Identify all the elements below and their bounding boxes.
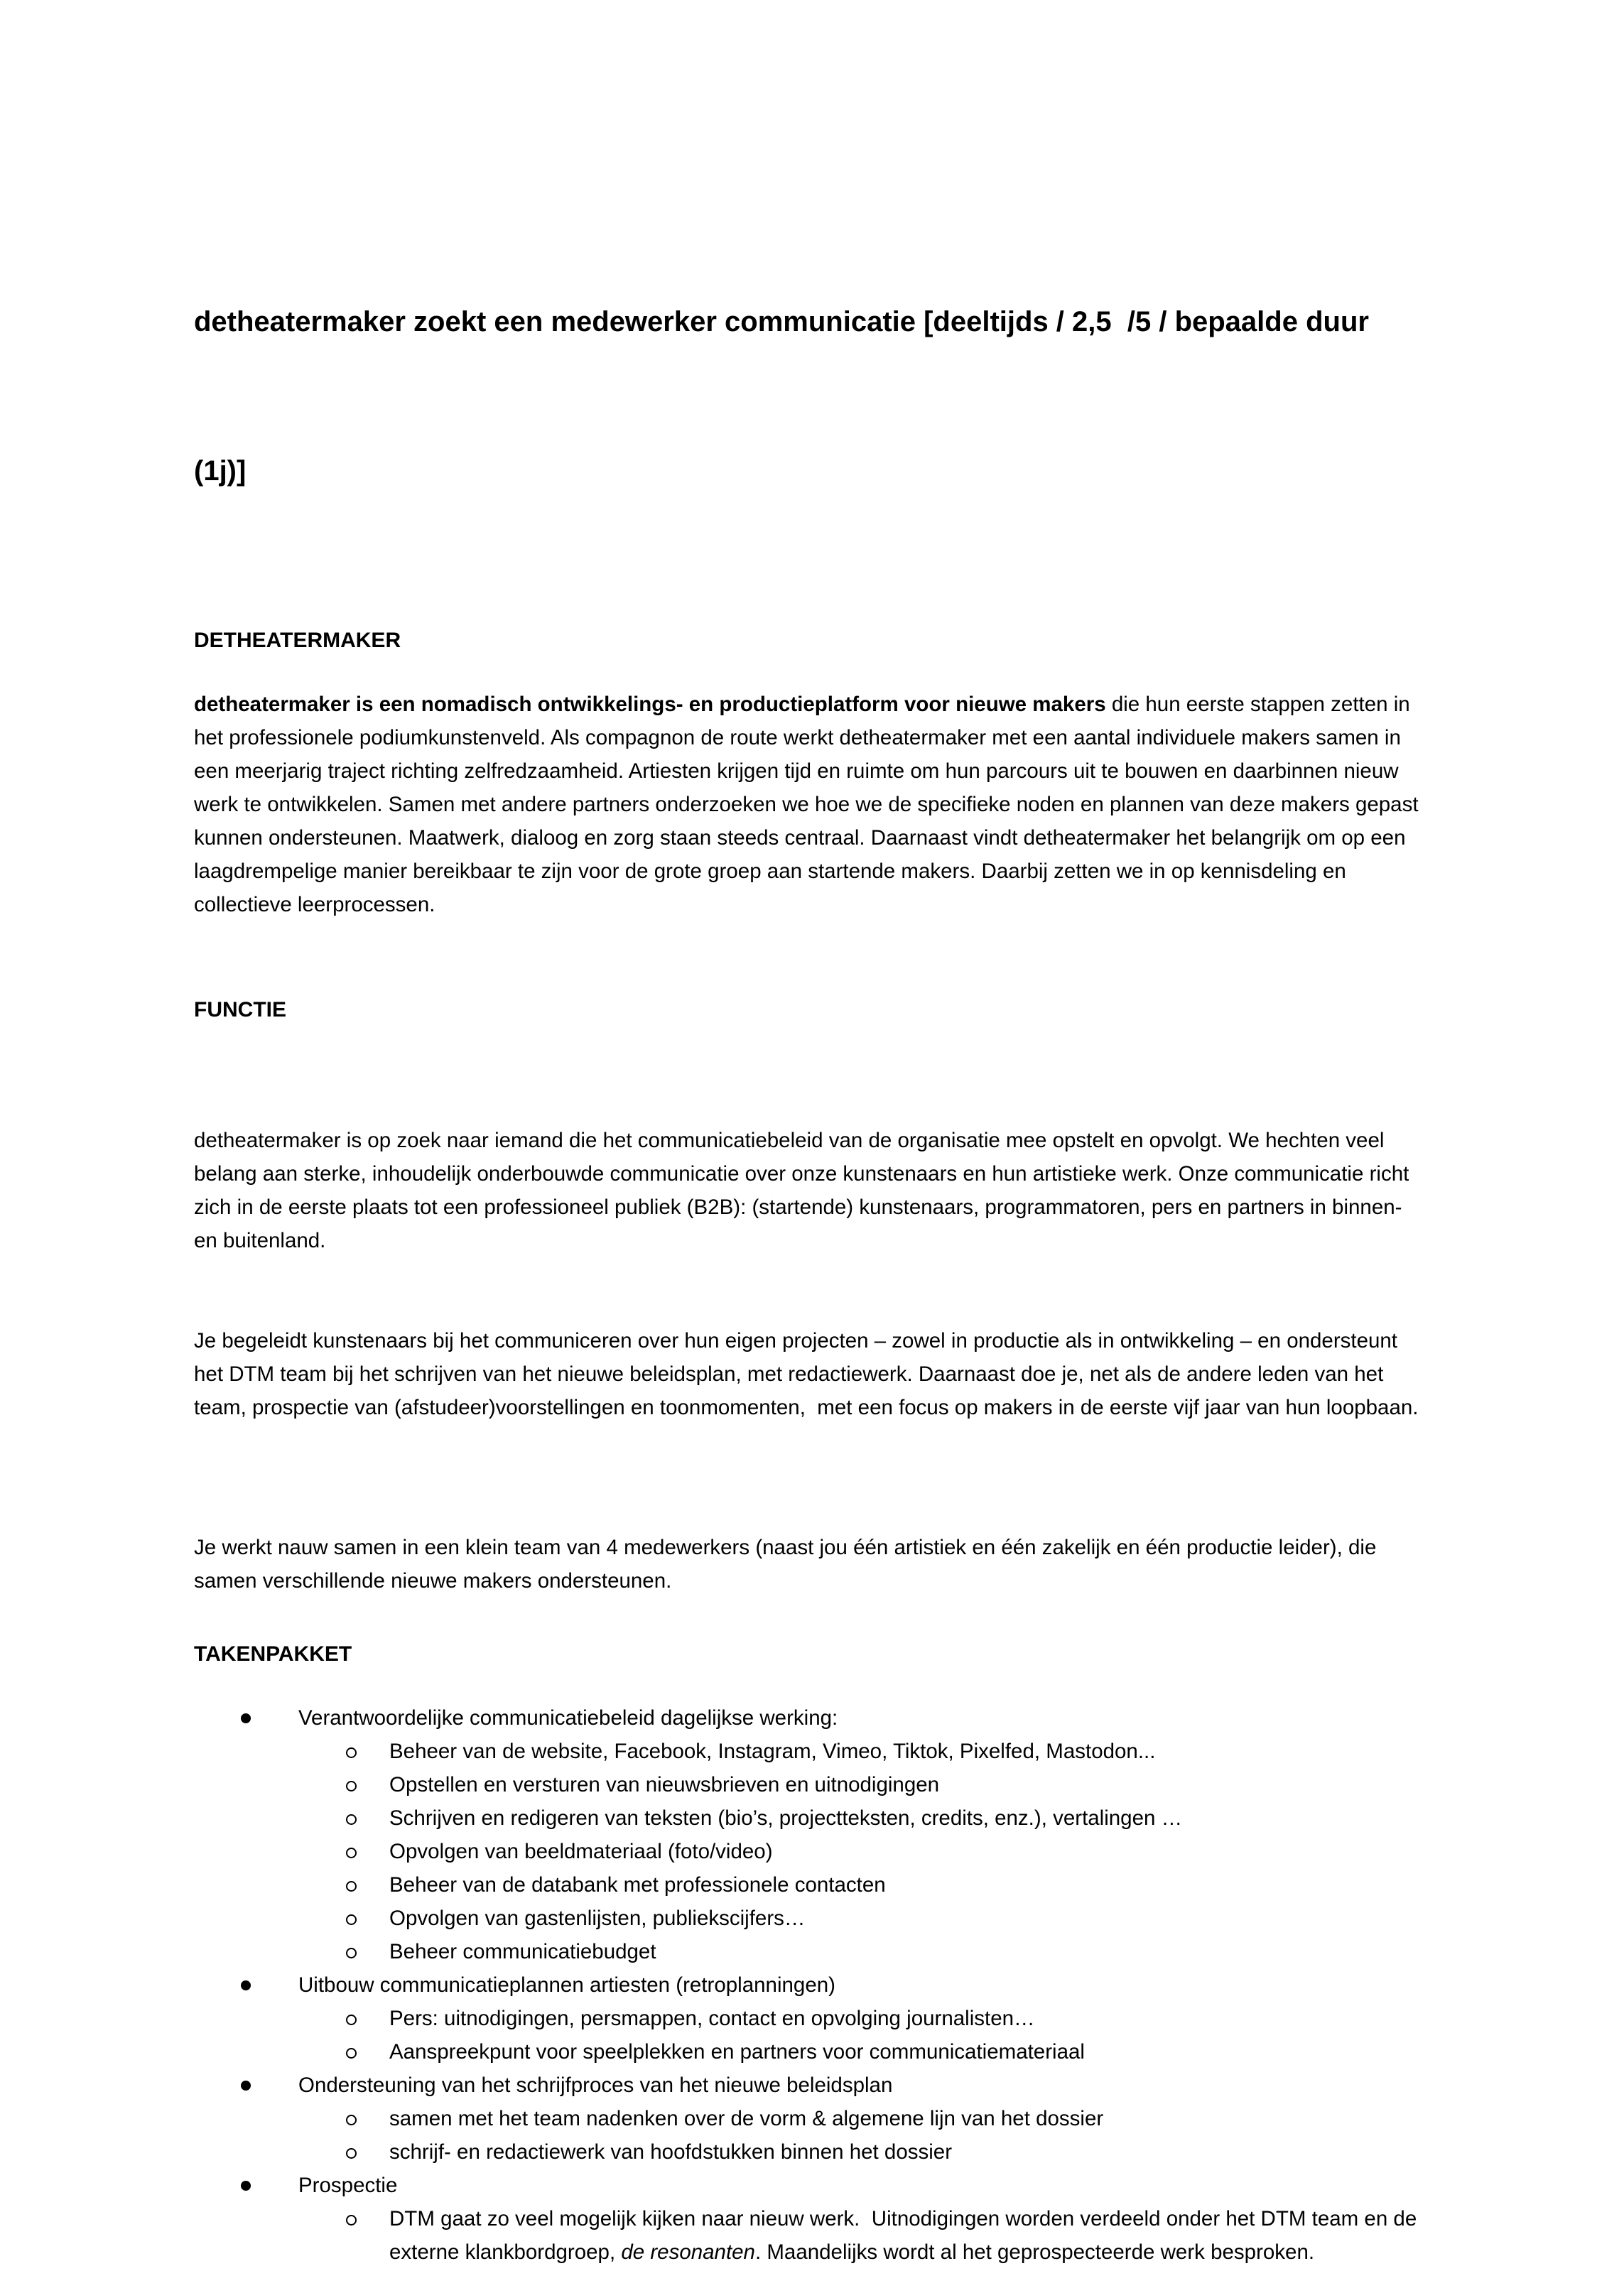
task-item-text: Beheer van de website, Facebook, Instagram, Vimeo, Tiktok, Pixelfed, Mastodon... [389,1740,1156,1763]
bullet-circle-icon [346,2115,357,2125]
task-item-text: Schrijven en redigeren van teksten (bio’s, projectteksten, credits, enz.), vertalingen … [389,1806,1183,1830]
task-item-text: Beheer communicatiebudget [389,1940,656,1963]
bullet-circle-icon [346,1914,357,1925]
task-item-level2 [194,1902,1430,1935]
bullet-circle-icon [346,1881,357,1892]
task-item-level1 [194,1968,1430,2002]
task-item-text: samen met het team nadenken over de vorm & algemene lijn van het dossier [389,2107,1104,2130]
task-item-level2 [194,2035,1430,2069]
bullet-disc-icon [241,1980,251,1990]
task-item-text: Ondersteuning van het schrijfproces van het nieuwe beleidsplan [298,2074,893,2097]
bullet-circle-icon [346,1848,357,1858]
section-heading-functie: FUNCTIE [194,998,286,1021]
task-item-level2 [194,2102,1430,2135]
task-item-text: Opvolgen van beeldmateriaal (foto/video) [389,1840,773,1863]
task-item-level2 [194,2002,1430,2035]
task-item-text: Verantwoordelijke communicatiebeleid dagelijkse werking: [298,1706,838,1730]
bullet-disc-icon [241,1713,251,1723]
task-item-level2 [194,2202,1430,2269]
task-item-text: Aanspreekpunt voor speelplekken en partners voor communicatiemateriaal [389,2040,1085,2064]
job-title [194,197,1430,595]
section-heading-detheatermaker: DETHEATERMAKER [194,629,401,652]
functie-paragraph-1b: Je begeleidt kunstenaars bij het communiceren over hun eigen projecten – zowel in productie als in ontwikkeling – en ondersteunt het DTM team bij het schrijven van het nieuwe beleidsplan, met redactiewerk. Daarnaast doe je, net als de andere leden van het team, prospectie van (afstudeer)voorstellingen en toonmomenten, met een focus op makers in de eerste vijf jaar van hun loopbaan. [194,1329,1419,1419]
job-title-line2: (1j)] [194,455,247,487]
functie-paragraph-1 [194,1057,1430,1491]
italic-phrase: de resonanten [621,2240,755,2264]
task-item-text [389,2207,1422,2264]
functie-paragraph-2: Je werkt nauw samen in een klein team van 4 medewerkers (naast jou één artistiek en één zakelijk en één productie leider), die samen verschillende nieuwe makers ondersteunen. [194,1536,1382,1593]
bullet-circle-icon [346,1781,357,1791]
section-heading-takenpakket: TAKENPAKKET [194,1642,352,1666]
bullet-disc-icon [241,2181,251,2191]
task-item-text: Beheer van de databank met professionele contacten [389,1873,886,1897]
task-item-text: Prospectie [298,2174,398,2197]
bullet-circle-icon [346,2015,357,2025]
bullet-disc-icon [241,2081,251,2091]
task-item-level2 [194,1835,1430,1868]
task-item-level2 [194,2135,1430,2169]
task-list [194,1701,1430,2269]
prospectie-text-post: . Maandelijks wordt al het geprospecteerde werk besproken. [754,2240,1315,2264]
task-item-level2 [194,1801,1430,1835]
task-item-text: Uitbouw communicatieplannen artiesten (retroplanningen) [298,1973,835,1997]
bullet-circle-icon [346,1747,357,1758]
task-item-text: Opstellen en versturen van nieuwsbrieven en uitnodigingen [389,1773,940,1796]
prospectie-text-pre: DTM gaat zo veel mogelijk kijken naar nieuw werk. Uitnodigingen worden verdeeld onder het DTM team en de externe klankbordgroep, [389,2207,1423,2264]
task-item-level2 [194,1768,1430,1801]
functie-paragraph-1a: detheatermaker is op zoek naar iemand die het communicatiebeleid van de organisatie mee opstelt en opvolgt. We hechten veel belang aan sterke, inhoudelijk onderbouwde communicatie over onze kunstenaars en hun artistieke werk. Onze communicatie richt zich in de eerste plaats tot een professioneel publiek (B2B): (startende) kunstenaars, programmatoren, pers en partners in binnen- en buitenland. [194,1129,1415,1252]
about-lead-bold: detheatermaker is een nomadisch ontwikkelings- en productieplatform voor nieuwe makers [194,693,1106,716]
task-item-text: schrijf- en redactiewerk van hoofdstukken binnen het dossier [389,2140,953,2164]
task-item-level1 [194,1701,1430,1735]
bullet-circle-icon [346,2148,357,2159]
bullet-circle-icon [346,1814,357,1825]
task-item-level2 [194,1868,1430,1902]
about-lead-rest: die hun eerste stappen zetten in het professionele podiumkunstenveld. Als compagnon de route werkt detheatermaker met een aantal individuele makers samen in een meerjarig traject richting zelfredzaamheid. Artiesten krijgen tijd en ruimte om hun parcours uit te bouwen en daarbinnen nieuw werk te ontwikkelen. Samen met andere partners onderzoeken we hoe we de specifieke noden en plannen van deze makers gepast kunnen ondersteunen. Maatwerk, dialoog en zorg staan steeds centraal. Daarnaast vindt detheatermaker het belangrijk om op een laagdrempelige manier bereikbaar te zijn voor de grote groep aan startende makers. Daarbij zetten we in op kennisdeling en collectieve leerprocessen. [194,693,1424,916]
task-item-level2 [194,1935,1430,1968]
task-item-level1 [194,2069,1430,2102]
bullet-circle-icon [346,1948,357,1958]
about-paragraph [194,688,1430,921]
task-item-level2 [194,1735,1430,1768]
bullet-circle-icon [346,2048,357,2059]
task-item-level1 [194,2169,1430,2202]
job-title-line1: detheatermaker zoekt een medewerker communicatie [deeltijds / 2,5 /5 / bepaalde duur [194,306,1369,337]
task-item-text: Opvolgen van gastenlijsten, publiekscijfers… [389,1907,806,1930]
task-item-text: Pers: uitnodigingen, persmappen, contact en opvolging journalisten… [389,2007,1035,2030]
bullet-circle-icon [346,2215,357,2226]
